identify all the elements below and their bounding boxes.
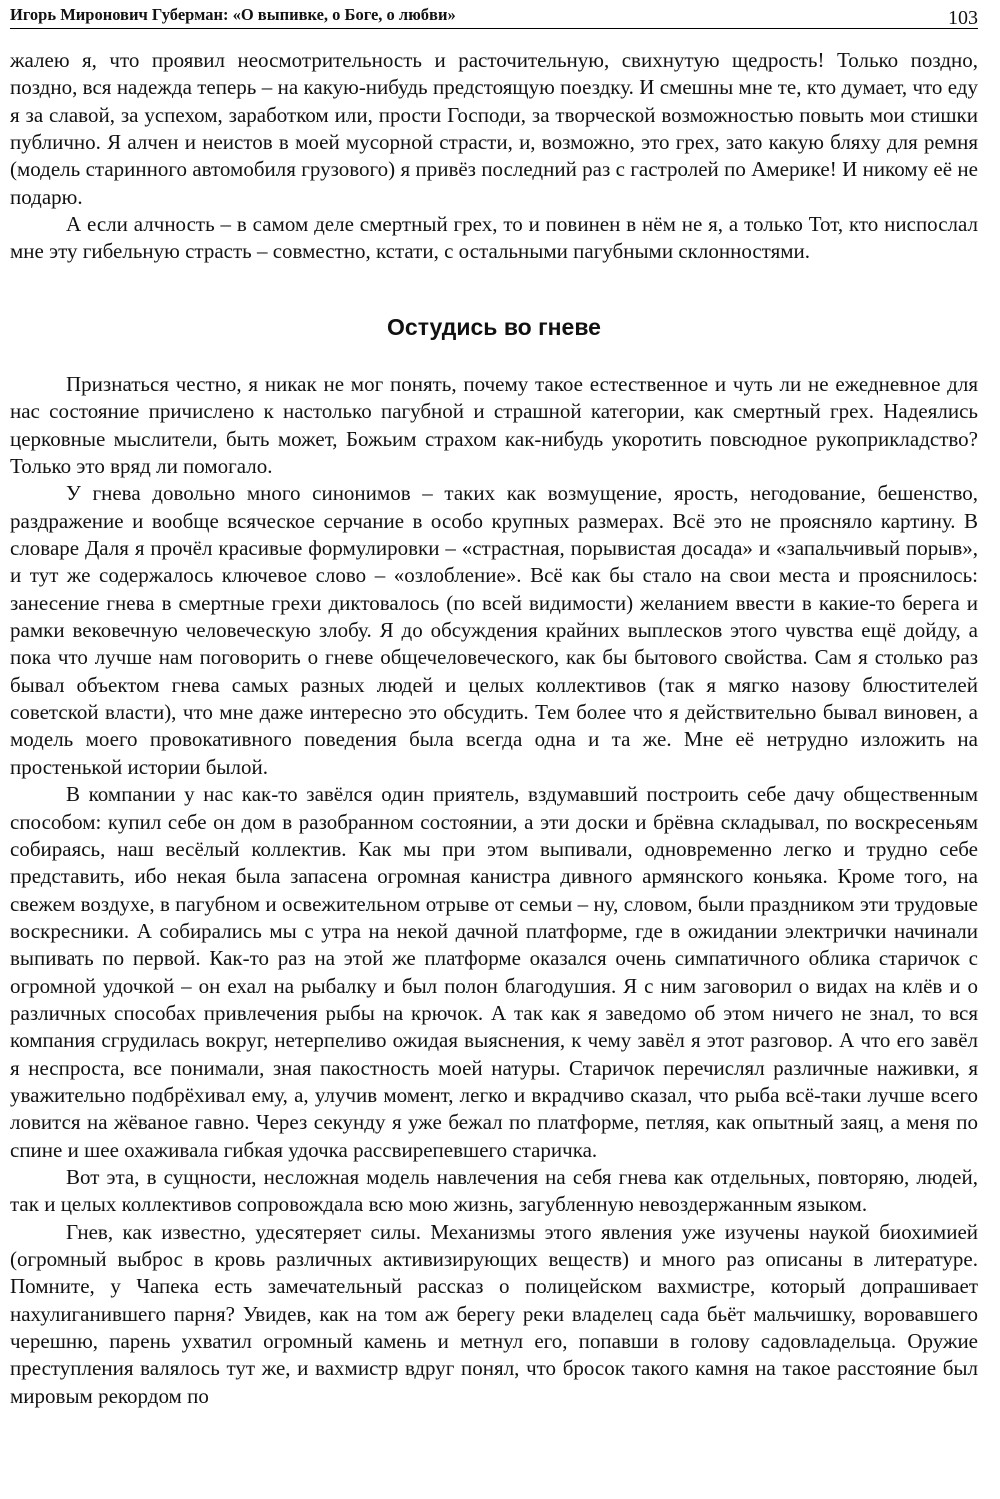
section-text-block <box>10 371 978 1410</box>
section-paragraph-2: У гнева довольно много синонимов – таких как возмущение, ярость, негодование, бешенство, раздражение и вообще всяческое серчание в особо крупных размерах. Всё это не проясняло картину. В словаре Даля я прочёл красивые формулировки – «страстная, порывистая досада» и «запальчивый порыв», и тут же содержалось ключевое слово – «озлобление». Всё как бы стало на свои места и прояснилось: занесение гнева в смертные грехи диктовалось (по всей видимости) желанием ввести в какие-то берега и рамки вековечную человеческую злобу. Я до обсуждения крайних выплесков этого чувства ещё дойду, а пока что лучше нам поговорить о гневе общечеловеческого, как бы бытового свойства. Сам я столько раз бывал объектом гнева самых разных людей и целых коллективов (так я мягко назову блюстителей советской власти), что мне даже интересно это обсудить. Тем более что я действительно бывал виновен, а модель моего провокативного поведения была всегда одна и та же. Мне её нетрудно изложить на простенькой истории былой. <box>10 481 978 779</box>
book-title: Игорь Миронович Губерман: «О выпивке, о Боге, о любви» <box>10 5 456 24</box>
page-number: 103 <box>948 7 978 29</box>
section-paragraph-1: Признаться честно, я никак не мог понять, почему такое естественное и чуть ли не ежедневное для нас состояние причислено к настолько пагубной и страшной категории, как смертный грех. Надеялись церковные мыслители, быть может, Божьим страхом как-нибудь укоротить повсюдное рукоприкладство? Только это вряд ли помогало. <box>10 372 978 479</box>
section-paragraph-4: Вот эта, в сущности, несложная модель навлечения на себя гнева как отдельных, повторяю, людей, так и целых коллективов сопровождала всю мою жизнь, загубленную невоздержанным языком. <box>10 1164 978 1217</box>
document-page <box>10 0 978 1499</box>
intro-paragraph-2: А если алчность – в самом деле смертный грех, то и повинен в нём не я, а только Тот, кто ниспослал мне эту гибельную страсть – совместно, кстати, с остальными пагубными склонностями. <box>10 212 978 264</box>
section-paragraph-5: Гнев, как известно, удесятеряет силы. Механизмы этого явления уже изучены наукой биохимией (огромный выброс в кровь различных активизирующих веществ) и много раз описаны в литературе. Помните, у Чапека есть замечательный рассказ о полицейском вахмистре, который допрашивает нахулиганившего парня? Увидев, как на том аж берегу реки владелец сада бьёт мальчишку, воровавшего черешню, парень ухватил огромный камень и метнул его, попавши в голову садовладельца. Оружие преступления валялось тут же, и вахмистр вдруг понял, что бросок такого камня на такое расстояние был мировым рекордом по <box>10 1219 978 1408</box>
intro-text-block <box>10 47 978 266</box>
section-paragraph-3: В компании у нас как-то завёлся один приятель, вздумавший построить себе дачу общественным способом: купил себе он дом в разобранном состоянии, а эти доски и брёвна складывал, по воскресеньям собираясь, наш весёлый коллектив. Как мы при этом выпивали, одновременно легко и трудно себе представить, ибо некая была запасена огромная канистра дивного армянского коньяка. Кроме того, на свежем воздухе, в пагубном и освежительном отрыве от семьи – ну, словом, были праздником эти трудовые воскресники. А собирались мы с утра на некой дачной платформе, где в ожидании электрички начинали выпивать по первой. Как-то раз на этой же платформе оказался очень симпатичного облика старичок с огромной удочкой – он ехал на рыбалку и был полон благодушия. Я с ним заговорил о видах на клёв и о различных способах привлечения рыбы на крючок. А так как я заведомо об этом ничего не знал, то вся компания сгрудилась вокруг, нетерпеливо ожидая выяснения, к чему завёл я этот разговор. А что его завёл я неспроста, все понимали, зная пакостность моей натуры. Старичок перечислял различные наживки, я уважительно подбрёхивал ему, а, улучив момент, легко и вкрадчиво сказал, что рыба всё-таки лучше всего ловится на жёваное гавно. Через секунду я уже бежал по платформе, петляя, как опытный заяц, а меня по спине и шее охаживала гибкая удочка рассвирепевшего старичка. <box>10 782 978 1162</box>
intro-paragraph-1: жалею я, что проявил неосмотрительность и расточительную, свихнутую щедрость! Только поздно, поздно, вся надежда теперь – на какую-нибудь предстоящую поездку. И смешны мне те, кто думает, что еду я за славой, за успехом, заработком или, прости Господи, за творческой возможностью повыть мои стишки публично. Я алчен и неистов в моей мусорной страсти, и, возможно, это грех, зато какую бляху для ремня (модель старинного автомобиля грузового) я привёз последний раз с гастролей по Америке! И никому её не подарю. <box>10 48 978 209</box>
running-header <box>10 2 978 29</box>
section-heading: Остудись во гневе <box>387 314 601 340</box>
